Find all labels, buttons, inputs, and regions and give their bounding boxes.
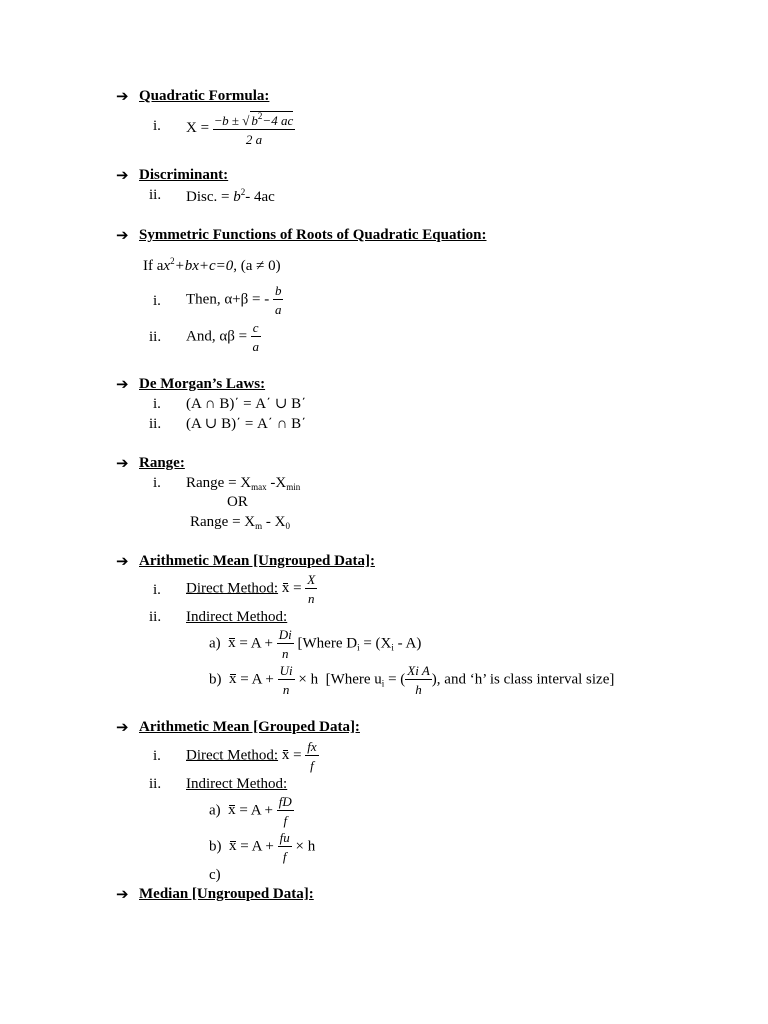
am-grouped-indirect-a bbox=[209, 795, 294, 827]
subscript: i bbox=[391, 642, 394, 653]
am-ungrouped-indirect-b bbox=[209, 664, 614, 696]
equals: = A + bbox=[235, 635, 277, 652]
heading-median-ungrouped: Median [Ungrouped Data]: bbox=[139, 886, 314, 902]
range-text: Range = X bbox=[190, 514, 256, 530]
list-number: i. bbox=[153, 475, 161, 491]
x-bar: x bbox=[228, 802, 236, 819]
range-minus: - X bbox=[262, 514, 286, 530]
equals: = bbox=[289, 747, 306, 764]
am-ungrouped-indirect-a bbox=[209, 628, 421, 660]
method-label: Direct Method: bbox=[186, 747, 279, 764]
var-b-sqrt: b bbox=[251, 113, 258, 128]
heading-range: Range: bbox=[139, 455, 185, 471]
if-text: If a bbox=[143, 258, 164, 274]
heading-am-ungrouped: Arithmetic Mean [Ungrouped Data]: bbox=[139, 553, 375, 569]
if-condition-line bbox=[143, 257, 281, 274]
range-minus: -X bbox=[266, 475, 287, 491]
de-morgan-law-2: (A ∪ B)΄ = A΄ ∩ B΄ bbox=[186, 416, 307, 432]
equation-lhs: Disc. = bbox=[186, 189, 230, 205]
fraction-numerator: b bbox=[274, 283, 282, 298]
fraction-denominator: f bbox=[310, 758, 314, 773]
where-text: - A) bbox=[393, 635, 422, 652]
list-number: ii. bbox=[149, 609, 162, 625]
exponent: 2 bbox=[170, 256, 175, 266]
heading-symmetric-functions: Symmetric Functions of Roots of Quadratic Equation: bbox=[139, 227, 487, 243]
method-label: Indirect Method: bbox=[186, 609, 288, 625]
subscript: 0 bbox=[285, 521, 290, 531]
fraction-numerator: c bbox=[252, 320, 259, 335]
heading-de-morgans-laws: De Morgan’s Laws: bbox=[139, 376, 266, 392]
list-number: i. bbox=[153, 396, 161, 412]
sub-item-label: a) bbox=[209, 802, 221, 819]
denominator: 2 a bbox=[245, 132, 263, 147]
range-formula-2 bbox=[190, 515, 290, 531]
equation-rest: - 4ac bbox=[245, 189, 275, 205]
sqrt-icon: √ bbox=[242, 113, 250, 128]
fraction-numerator: X bbox=[307, 572, 316, 587]
product-of-roots bbox=[186, 321, 261, 353]
heading-am-grouped: Arithmetic Mean [Grouped Data]: bbox=[139, 719, 360, 735]
bullet-arrow-icon: ➔ bbox=[116, 166, 129, 184]
subscript: max bbox=[251, 482, 267, 492]
bullet-arrow-icon: ➔ bbox=[116, 885, 129, 903]
bullet-arrow-icon: ➔ bbox=[116, 375, 129, 393]
condition-text: , (a ≠ 0) bbox=[233, 258, 281, 274]
where-text: = ( bbox=[384, 671, 406, 688]
sub-item-label: c) bbox=[209, 867, 221, 883]
subscript: i bbox=[381, 678, 385, 689]
list-number: i. bbox=[153, 118, 161, 134]
times-h: × h bbox=[295, 838, 316, 855]
list-number: ii. bbox=[149, 776, 162, 792]
where-text: ), and ‘h’ is class interval size] bbox=[431, 671, 615, 688]
bullet-arrow-icon: ➔ bbox=[116, 87, 129, 105]
method-label: Indirect Method: bbox=[186, 776, 288, 792]
term-4ac: −4 ac bbox=[262, 113, 294, 128]
heading-discriminant: Discriminant: bbox=[139, 167, 229, 183]
list-number: i. bbox=[153, 582, 161, 598]
where-text: [Where D bbox=[297, 635, 358, 652]
fraction-denominator: n bbox=[308, 591, 315, 606]
de-morgan-law-1: (A ∩ B)΄ = A΄ ∪ B΄ bbox=[186, 396, 307, 412]
or-text: OR bbox=[227, 494, 248, 510]
fraction-denominator: a bbox=[252, 339, 259, 354]
bullet-arrow-icon: ➔ bbox=[116, 718, 129, 736]
where-text: [Where u bbox=[325, 671, 382, 688]
am-grouped-direct bbox=[186, 740, 319, 772]
fraction-denominator: f bbox=[283, 813, 288, 828]
bullet-arrow-icon: ➔ bbox=[116, 552, 129, 570]
fraction-denominator: a bbox=[274, 302, 282, 317]
plus-minus: ± bbox=[228, 113, 243, 128]
list-number: ii. bbox=[149, 416, 162, 432]
sub-item-label: b) bbox=[209, 671, 222, 688]
sum-text: Then, α+β = - bbox=[186, 291, 270, 308]
method-label: Direct Method: bbox=[186, 580, 279, 597]
x-bar: x bbox=[229, 838, 237, 855]
discriminant-equation bbox=[186, 188, 275, 205]
x-bar: x bbox=[229, 671, 237, 688]
am-ungrouped-direct bbox=[186, 573, 317, 605]
subscript: min bbox=[286, 482, 301, 492]
sub-item-label: a) bbox=[209, 635, 221, 652]
list-number: ii. bbox=[149, 329, 162, 345]
range-formula-1 bbox=[186, 476, 300, 492]
list-number: ii. bbox=[149, 187, 162, 203]
bullet-arrow-icon: ➔ bbox=[116, 454, 129, 472]
subscript: m bbox=[255, 521, 263, 531]
sum-of-roots bbox=[186, 284, 283, 316]
fraction-numerator: Xi A bbox=[407, 663, 430, 678]
list-number: i. bbox=[153, 748, 161, 764]
quadratic-fraction bbox=[213, 111, 295, 146]
minus-sign: − bbox=[214, 113, 223, 128]
fraction-denominator: n bbox=[282, 646, 289, 661]
var-b: b bbox=[233, 189, 241, 205]
fraction-denominator: h bbox=[415, 682, 422, 697]
range-text: Range = X bbox=[186, 475, 252, 491]
fraction-numerator: fD bbox=[278, 794, 292, 809]
exponent: 2 bbox=[257, 111, 263, 121]
fraction-numerator: fu bbox=[279, 830, 290, 845]
heading-quadratic-formula: Quadratic Formula: bbox=[139, 88, 270, 104]
where-text: = (X bbox=[359, 635, 392, 652]
fraction-denominator: f bbox=[282, 849, 287, 864]
equals: = bbox=[289, 580, 306, 597]
var-x: x bbox=[163, 258, 171, 274]
x-bar: x bbox=[281, 747, 290, 764]
fraction-numerator: Di bbox=[278, 627, 292, 642]
sub-item-label: b) bbox=[209, 838, 222, 855]
product-text: And, αβ = bbox=[186, 328, 248, 345]
times-h: × h bbox=[298, 671, 319, 688]
exponent: 2 bbox=[240, 187, 246, 197]
list-number: i. bbox=[153, 293, 161, 309]
quadratic-formula-equation bbox=[186, 111, 295, 146]
fraction-numerator: fx bbox=[307, 739, 317, 754]
equals: = A + bbox=[235, 802, 277, 819]
equation-terms: +bx+c=0 bbox=[174, 258, 234, 274]
equals: = A + bbox=[236, 671, 278, 688]
var-b: b bbox=[222, 113, 229, 128]
subscript: i bbox=[357, 642, 360, 653]
x-bar: x bbox=[228, 635, 236, 652]
am-grouped-indirect-b bbox=[209, 831, 315, 863]
fraction-numerator: Ui bbox=[279, 663, 293, 678]
equation-lhs: X = bbox=[186, 119, 210, 136]
bullet-arrow-icon: ➔ bbox=[116, 226, 129, 244]
fraction-denominator: n bbox=[282, 682, 290, 697]
x-bar: x bbox=[281, 580, 290, 597]
equals: = A + bbox=[236, 838, 278, 855]
